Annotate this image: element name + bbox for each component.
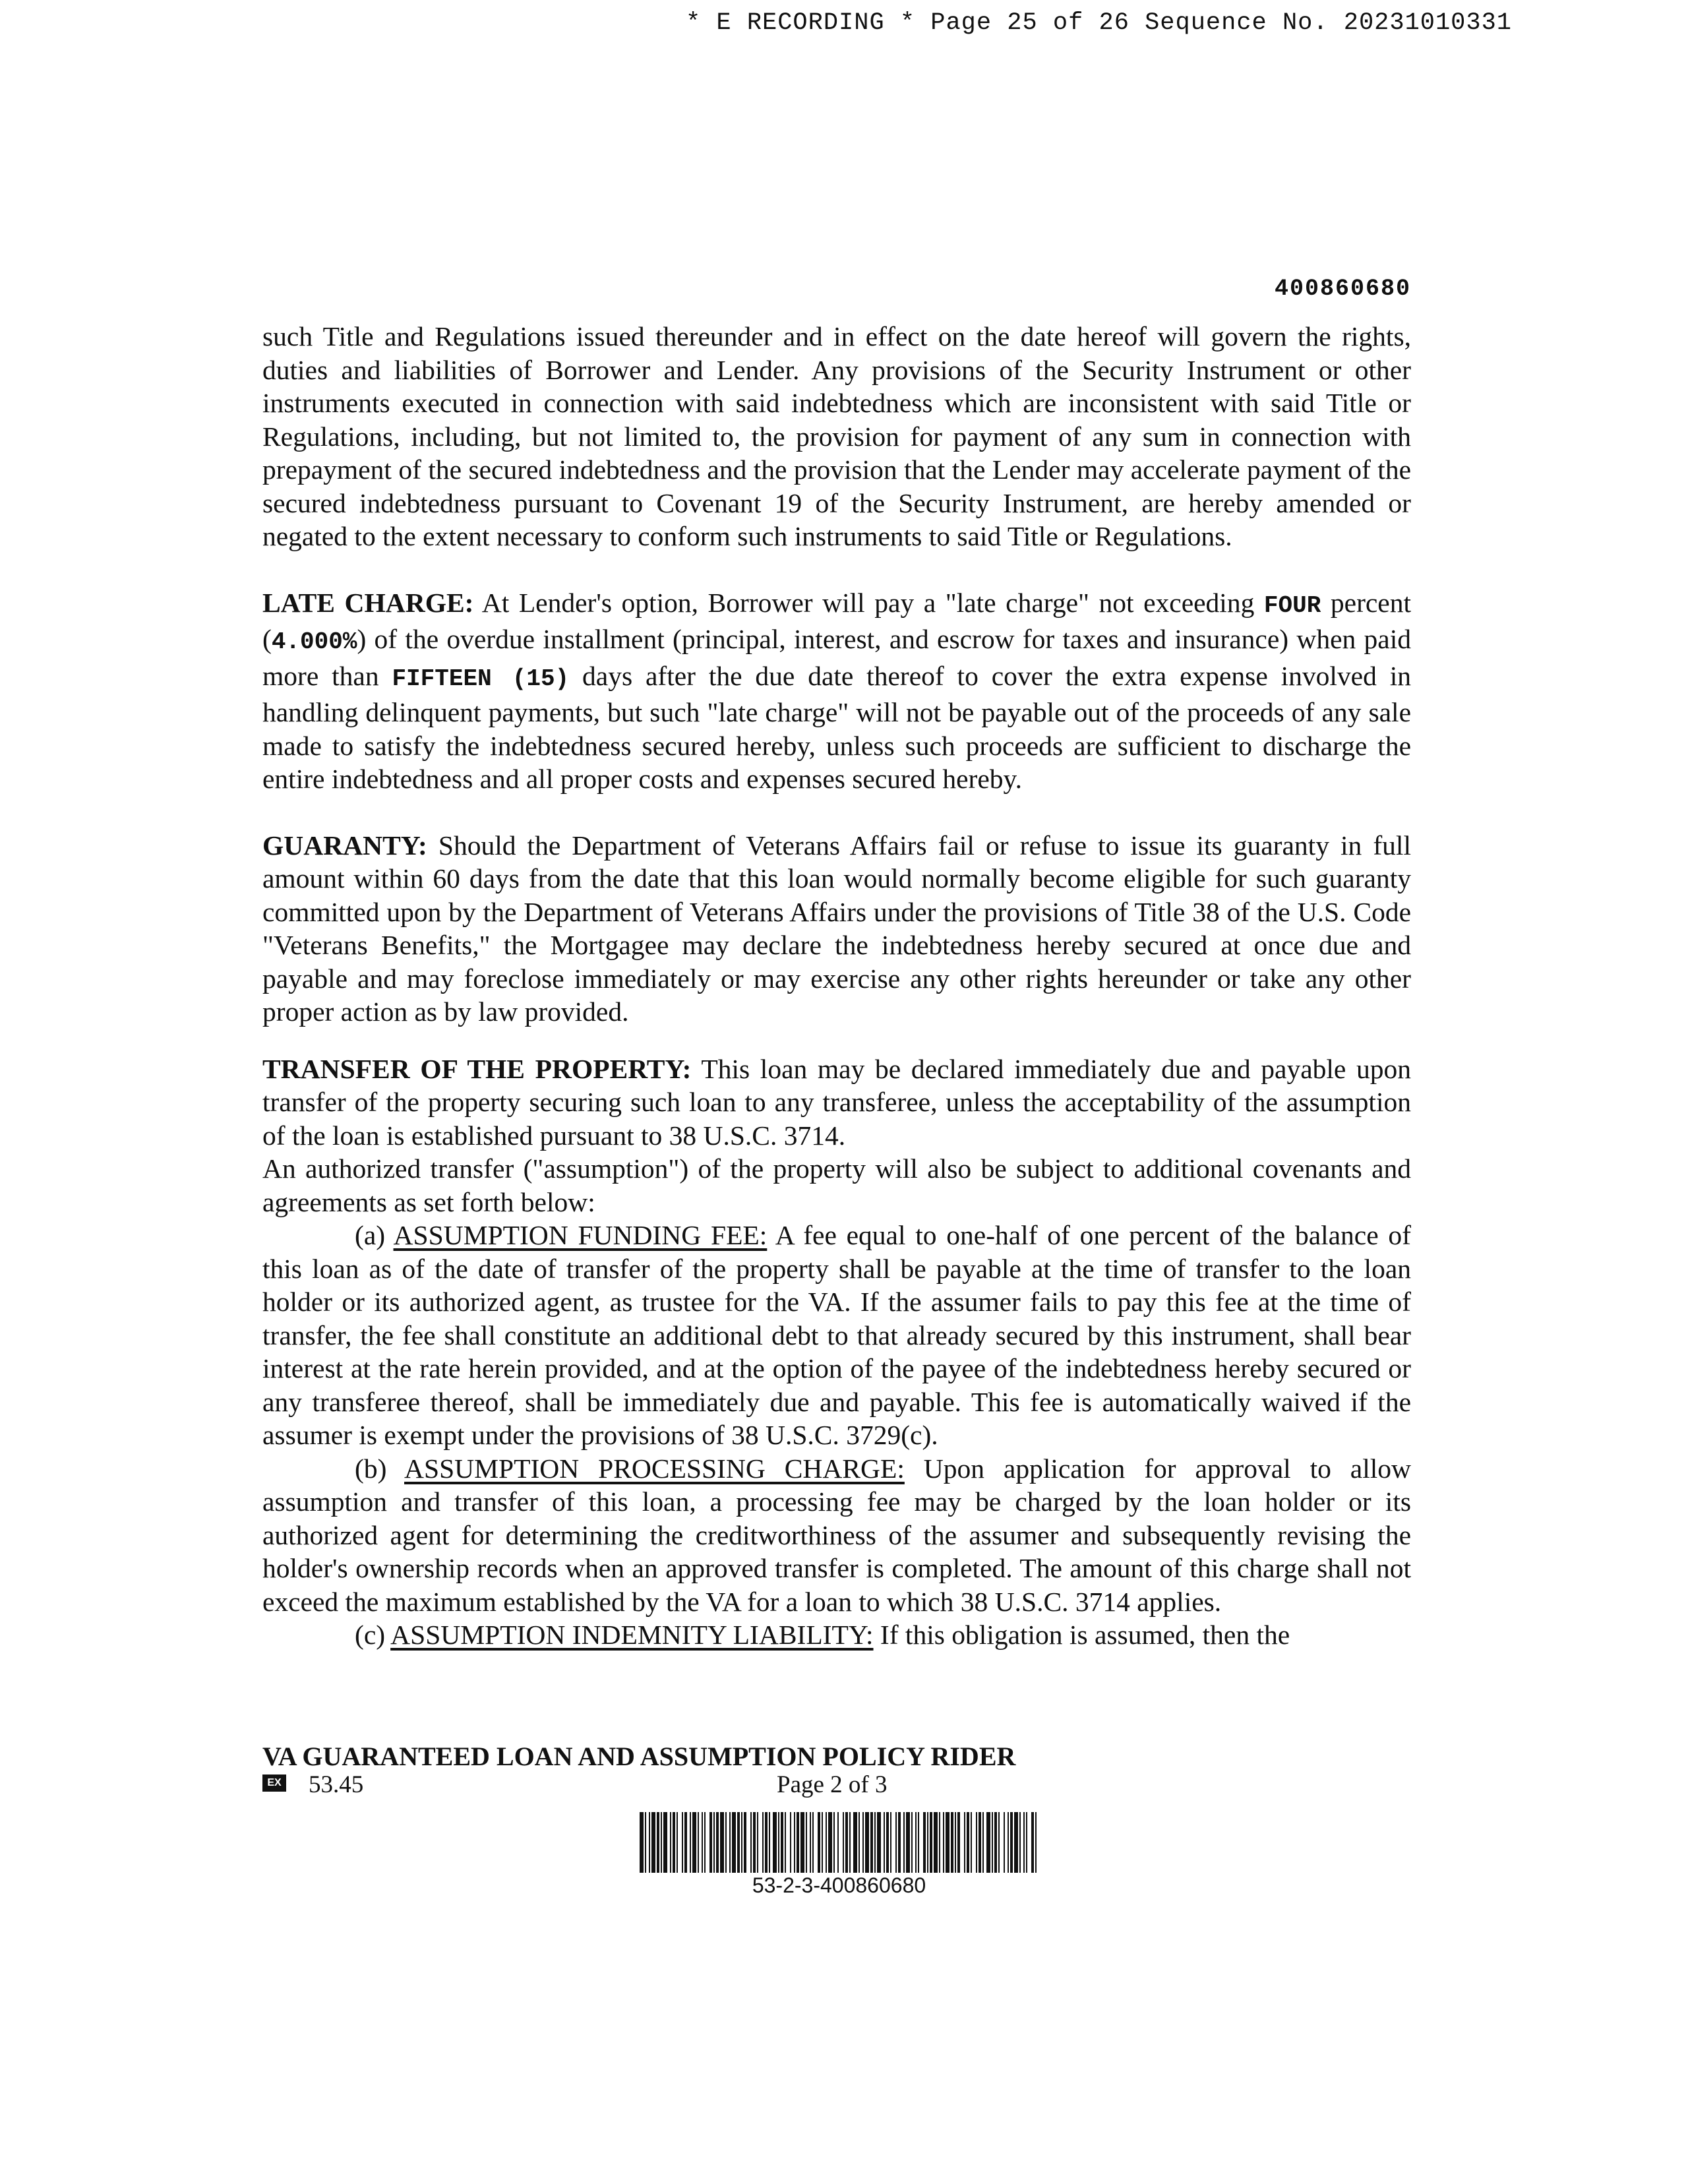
late-charge-text-2: percent ( [262,587,1412,654]
barcode-text: 53-2-3-400860680 [752,1873,926,1897]
footer-form-title: VA GUARANTEED LOAN AND ASSUMPTION POLICY RIDER [262,1742,1016,1771]
loan-number: 400860680 [1274,276,1411,302]
late-charge-text-1: At Lender's option, Borrower will pay a "late charge" not exceeding [473,587,1264,618]
paragraph-guaranty [262,829,1411,1029]
paragraph-title-regulations: such Title and Regulations issued thereunder and in effect on the date hereof will govern the rights, duties and liabilities of Borrower and Lender. Any provisions of the Security Instrument or other instruments executed in connection with said indebtedness which are inconsistent with said Title or Regulations, including, but not limited to, the provision for payment of any sum in connection with prepayment of the secured indebtedness and the provision that the Lender may accelerate payment of the secured indebtedness pursuant to Covenant 19 of the Security Instrument, are hereby amended or negated to the extent necessary to conform such instruments to said Title or Regulations. [262,321,1411,551]
guaranty-text: Should the Department of Veterans Affairs fail or refuse to issue its guaranty in full amount within 60 days from the date that this loan would normally become eligible for such guaranty committed upon by the Department of Veterans Affairs under the provisions of Title 38 of the U.S. Code "Veterans Benefits," the Mortgagee may declare the indebtedness hereby secured at once due and payable and may foreclose immediately or may exercise any other rights hereunder or take any other proper action as by law provided. [262,830,1411,1027]
document-body [262,320,1411,1652]
transfer-heading: TRANSFER OF THE PROPERTY: [262,1053,692,1084]
late-charge-days: FIFTEEN (15) [392,665,570,692]
paragraph-item-a [262,1219,1411,1452]
footer-form-line [262,1771,1186,1804]
item-a-title: ASSUMPTION FUNDING FEE: [393,1220,768,1250]
item-c-title: ASSUMPTION INDEMNITY LIABILITY: [390,1620,874,1650]
guaranty-heading: GUARANTY: [262,830,427,861]
paragraph-transfer [262,1052,1411,1153]
paragraph-item-b [262,1452,1411,1619]
item-c-label: (c) [355,1620,391,1650]
paragraph-late-charge [262,586,1411,796]
paragraph-item-c [262,1618,1411,1652]
late-charge-percent-words: FOUR [1263,592,1321,619]
late-charge-text-4: days after the due date thereof to cover the extra expense involved in handling delinquent payments, but such "late charge" will not be payable out of the proceeds of any sale made to satisfy the indebtedness secured hereby, unless such proceeds are sufficient to discharge the entire indebtedness and all proper costs and expenses secured hereby. [262,660,1411,794]
recording-header: * E RECORDING * Page 25 of 26 Sequence No. 20231010331 [686,9,1512,37]
item-b-title: ASSUMPTION PROCESSING CHARGE: [404,1453,905,1484]
form-number: 53.45 [309,1771,364,1798]
paragraph-transfer-assumption: An authorized transfer ("assumption") of the property will also be subject to additional covenants and agreements as set forth below: [262,1153,1411,1217]
page-number: Page 2 of 3 [777,1771,888,1798]
item-c-text: If this obligation is assumed, then the [873,1620,1290,1650]
form-logo-icon: EX [262,1774,286,1792]
item-b-label: (b) [355,1453,405,1484]
late-charge-heading: LATE CHARGE: [262,587,474,618]
barcode-image [640,1812,1039,1873]
transfer-text: This loan may be declared immediately due and payable upon transfer of the property securing such loan to any transferee, unless the acceptability of the assumption of the loan is established pursuant to 38 U.S.C. 3714. [262,1053,1411,1151]
item-a-text: A fee equal to one-half of one percent of the balance of this loan as of the date of transfer of the property shall be payable at the time of transfer to the loan holder or its authorized agent, as trustee for the VA. If the assumer fails to pay this fee at the time of transfer, the fee shall constitute an additional debt to that already secured by this instrument, shall bear interest at the rate herein provided, and at the option of the payee of the indebtedness hereby secured or any transferee thereof, shall be immediately due and payable. This fee is automatically waived if the assumer is exempt under the provisions of 38 U.S.C. 3729(c). [262,1220,1411,1450]
item-a-label: (a) [355,1220,394,1250]
late-charge-text-3: ) of the overdue installment (principal, interest, and escrow for taxes and insurance) when paid more than [262,624,1411,691]
late-charge-percent-value: 4.000% [271,628,357,655]
item-b-text: Upon application for approval to allow assumption and transfer of this loan, a processing fee may be charged by the loan holder or its authorized agent for determining the creditworthiness of the assumer and subsequently revising the holder's ownership records when an approved transfer is completed. The amount of this charge shall not exceed the maximum established by the VA for a loan to which 38 U.S.C. 3714 applies. [262,1453,1411,1617]
